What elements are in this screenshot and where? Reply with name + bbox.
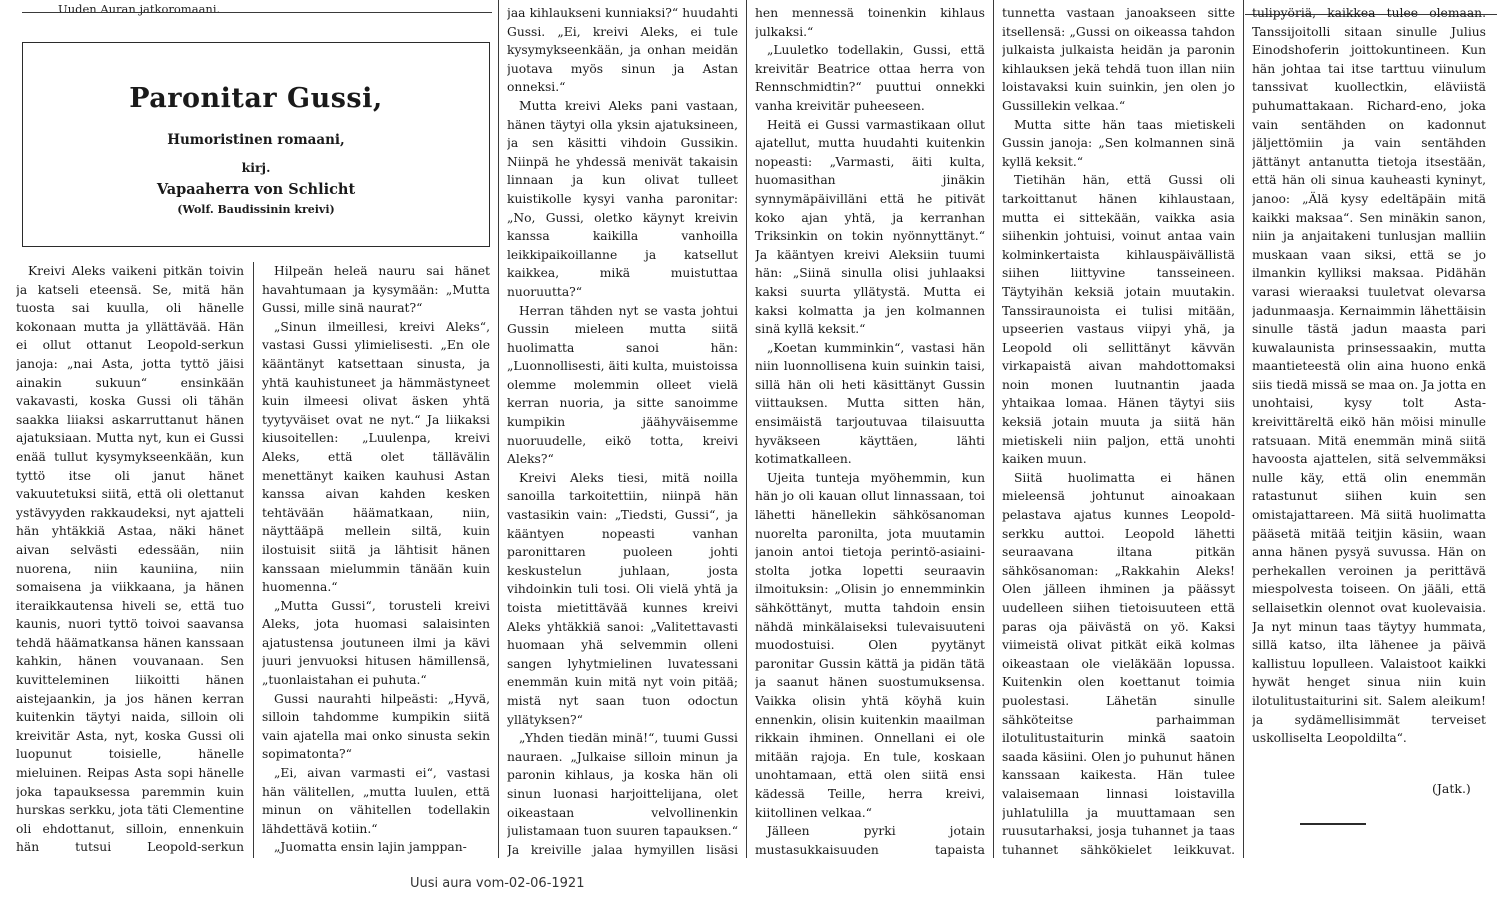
text-column-2 [262,262,490,858]
title-box [22,42,490,247]
header-note: Uuden Auran jatkoromaani. [58,2,221,16]
paragraph: Jälleen pyrki jotain mustasukkaisuuden tapaista [755,824,985,857]
paragraph: Mutta sitte hän taas mietiskeli Gussin janoja: „Sen kolmannen sinä kyllä keksit.“ [1002,117,1235,169]
paragraph: „Juomatta ensin lajin jamppan- [274,840,467,855]
paragraph: Hilpeän heleä nauru sai hänet havahtumaan ja kysymään: „Mutta Gussi, mille sinä naurat?“ [262,264,490,316]
paragraph: Ujeita tunteja myöhemmin, kun hän jo oli kauan ollut linnassaan, toi lähetti hänellekin sähkösanoman nuorelta paronilta, jota muutamin janoin antoi tietoja perintö-asiaini-stolta jotka lopetti seuraavin ilmoituksin: „Olisin jo ennemminkin sähköttänyt, mutta tahdoin ensin nähdä minkälaiseksi tulevaisuuteni muodostuisi. Olen pyytänyt paronitar Gussin kättä ja pidän tätä ja saanut hänen suostumuksensa. Vaikka olisin yhtä köyhä kuin ennenkin, olisin kuitenkin maailman rikkain ihminen. Onnellani ei ole mitään rajoja. En tule, koskaan unohtamaan, että olen siitä ensi kädessä Teille, herra kreivi, kiitollinen velkaa.“ [755,470,985,820]
column-divider-2 [498,0,499,858]
byline-kirj: kirj. [241,160,271,175]
paragraph: „Sinun ilmeillesi, kreivi Aleks“, vastasi Gussi ylimielisesti. „En ole kääntänyt katsettaan sinusta, ja yhtä kauhistuneet ja hämmästyneet kuin ilmeesi olivat äsken yhtä tyytyväiset ovat ne nyt.“ Ja liikaksi kiusoitellen: „Luulenpa, kreivi Aleks, että olet tällävälin menettänyt kaiken kauhusi Astan kanssa aivan kahden kesken tehtävään häämatkaan, niin, näyttääpä mellein siltä, kuin ilostuisit siitä ja lähtisit hänen kanssaan mielummin tänään kuin huomenna.“ [262,319,490,595]
paragraph: „Koetan kumminkin“, vastasi hän niin luonnollisena kuin suinkin taisi, sillä hän oli heti käsittänyt Gussin viittauksen. Mutta sitten hän, ensimäistä tarjoutuvaa tilaisuutta hyväkseen käyttäen, lähti kotimatkalleen. [755,340,985,467]
paragraph: Heitä ei Gussi varmastikaan ollut ajatellut, mutta huudahti kuitenkin nopeasti: „Varmasti, äiti kulta, huomasithan jinäkin synnymäpäivilläni että he pitivät koko ajan yhtä, ja kerranhan Triksinkin on tokin nyönnyttänyt.“ Ja kääntyen kreivi Aleksiin tuumi hän: „Siinä sinulla olisi juhlaaksi kaksi suurta yllätystä. Mutta ei kaksi kolmatta ja jen kolmannen sinä kyllä keksit.“ [755,117,985,337]
paragraph: Kreivi Aleks tiesi, mitä noilla sanoilla tarkoitettiin, niinpä hän vastasikin vain: „Tiedsti, Gussi“, ja kääntyen nopeasti vanhan paronittaren puoleen johti keskustelun juhlaan, josta vihdoinkin tuli tosi. Oli vielä yhtä ja toista mietittävää kunnes kreivi Aleks yhtäkkiä sanoi: „Valitettavasti huomaan yhä selvemmin olleni sangen lyhytmielinen luvatessani enemmän kuin mitä nyt voin pitää; mistä nyt saan tuon odoctun yllätyksen?“ [507,470,738,727]
paragraph: „Luuletko todellakin, Gussi, että kreivitär Beatrice ottaa herra von Rennschmidtin?“ puuttui onnekki vanha kreivitär puheeseen. [755,43,985,113]
image-caption: Uusi aura vom-02-06-1921 [410,876,585,891]
text-column-6 [1252,4,1486,776]
paragraph: Gussi naurahti hilpeästi: „Hyvä, silloin tahdomme kumpikin siitä vain ajatella mai onko sinusta sekin sopimatonta?“ [262,691,490,762]
paragraph: tulipyöriä, kaikkea tulee olemaan. Tanssijoitolli sitaan sinulle Julius Einodshoferin joittokuntineen. Kun hän johtaa tai itse tarttuu viinulum tanssivat kuollectkin, eläviistä puhumattakaan. Richard-eno, joka vain sentähden on kadonnut jäljettömiin ja vain sentähden jättänyt antanutta tietoja itsestään, että hän oli sinua kauheasti kyninyt, janoo: „Älä kysy edeltäpäin mitä kaikki maksaa“. Sen minäkin sanon, niin ja anjaitakeni tunlusjan malliin muskaan vaan siksi, että se jo ilmankin kylliksi maksaa. Pidähän varasi wieraaksi tuuletvat olevarsa jadunmaasja. Kernaimmin lähettäisin sinulle tästä jadun maasta pari kuwalaunista prinsessaakin, mutta maantieteestä olin aina huono enkä siis tiedä missä se maa on. Ja jotta en unohtaisi, kysy tolt Asta-kreivittäreltä eikö hän möisi minulle ratsuaan. Mitä enemmän minä siitä havoosta ajattelen, sitä selvemmäksi nulle käy, että olin enemmän ratastunut siihen kuin sen omistajattareen. Mä siitä huolimatta pääsetä mitää teitjin käsiin, waan anna hänen pysyä suvussa. Hän on perhekallen veroinen ja perittävä miespolvesta toiseen. On jääli, että sellaisetkin olennot ovat kuolevaisia. Ja nyt minun taas täytyy hummata, sillä katso, ilta lähenee ja päivä kallistuu lopulleen. Valaistoot kaikki hywät henget sinua niin kuin ilotulitustaiturini sit. Salem aleikum! ja sydämellisimmät terveiset uskolliselta Leopoldilta“. [1252,6,1486,746]
article-translator: (Wolf. Baudissinin kreivi) [177,203,335,216]
column-divider-3 [746,0,747,858]
article-author: Vapaaherra von Schlicht [156,181,356,198]
paragraph: Kreivi Aleks vaikeni pitkän toivin ja katseli eteensä. Se, mitä hän tuosta sai kuulla, oli hänelle kokonaan mutta ja yllättävää. Hän ei ollut ottanut Leopold-serkun janoja: „nai Asta, jotta tyttö jäisi ainakin sukuun“ ensinkään vakavasti, koska Gussi oli tähän saakka liiaksi askarruttanut hänen ajatuksiaan. Mutta nyt, kun ei Gussi enää tullut kysymykseenkään, kun tyttö itse oli janut hänet vakuutetuksi siitä, että oli olettanut ystävyyden rakkaudeksi, nyt ajatteli hän yhtäkkiä Astaa, näki hänet aivan selvästi edessään, niin nuorena, niin kauniina, niin somaisena ja viikkaana, ja hänen iteraikkautensa hiveli se, että tuo kaunis, nuori tyttö toivoi saavansa tehdä häämatkansa hänen kanssaan kahkin, hänen vouvanaan. Sen kuvitteleminen liikoitti hänen aistejaankin, ja jos hänen kerran kuitenkin täytyi naida, silloin oli kreivitär Asta, nyt, koska Gussi oli luopunut toisielle, hänelle mieluinen. Reipas Asta sopi hänelle joka tapauksessa paremmin kuin hurskas serkku, jota täti Clementine oli ehdottanut, silloin, ennenkuin hän tutsui Leopold-serkun [16,264,244,855]
header-rule [22,12,492,13]
column-divider-4 [993,0,994,858]
text-column-3 [507,4,738,858]
paragraph: Mutta kreivi Aleks pani vastaan, hänen täytyi olla yksin ajatuksineen, ja sen käsitti vihdoin Gussikin. Niinpä he yhdessä menivät takaisin linnaan ja kun olivat tulleet kuistikolle kysyi vanha paronitar: „No, Gussi, oletko käynyt kreivin kanssa kaikilla vanhoilla leikkipaikoillanne ja katsellut kaikkea, mikä muistuttaa nuoruutta?“ [507,98,738,299]
paragraph: hen mennessä toinenkin kihlaus julkaksi.“ [755,6,985,39]
column-divider-5 [1243,0,1244,858]
paragraph: „Ei, aivan varmasti ei“, vastasi hän välitellen, „mutta luulen, että minun on vähitellen todellakin lähdettävä kotiin.“ [262,766,490,836]
article-subtitle: Humoristinen romaani, [167,132,345,148]
paragraph: jaa kihlaukseni kunniaksi?“ huudahti Gussi. „Ei, kreivi Aleks, ei tule kysymykseenkään, ja onhan meidän juotava myös sinun ja Astan onneksi.“ [507,6,738,95]
paragraph: „Yhden tiedän minä!“, tuumi Gussi nauraen. „Julkaise silloin minun ja paronin kihlaus, ja koska hän oli sinun luonasi harjoittelijana, olet oikeastaan velvollinenkin julistamaan tuon suuren tapauksen.“ Ja kreiville jalaa hymyillen lisäsi [507,731,738,857]
paragraph: Tietihän hän, että Gussi oli tarkoittanut hänen kihlaustaan, mutta ei sittekään, vaikka asia siihenkin johtuisi, voinut antaa vain kolminkertaista kihlauspäivällistä siihen liittyvine tansseineen. Täytyihän keksiä jotain muutakin. Tanssiraunoista ei tulisi mitään, upseerien vastaus viipyi yhä, ja Leopold oli sellittänyt kävvän virkapaistä aivan mahdottomaksi noin monen luutnantin jaada yhtaikaa lomaa. Hänen täytyi siis keksiä jotain muuta ja siitä hän mietiskeli niin paljon, että unohti kaiken muun. [1002,173,1235,467]
text-column-1 [16,262,244,858]
text-column-4 [755,4,985,858]
continued-note: (Jatk.) [1432,781,1471,796]
column-divider-1 [253,262,254,858]
end-rule [1300,823,1366,825]
article-title: Paronitar Gussi, [129,83,383,114]
paragraph: Siitä huolimatta ei hänen mieleensä johtunut ainoakaan pelastava ajatus kunnes Leopold-serkku auttoi. Leopold lähetti seuraavana iltana pitkän sähkösanoman: „Rakkahin Aleks! Olen jälleen ihminen ja päässyt uudelleen siihen tietoisuuteen että paras oja päivästä on yö. Kaksi viimeistä olivat pitkät eikä kolmas oikeastaan ole vieläkään lopussa. Kuitenkin olen koettanut toimia puolestasi. Lähetän sinulle sähköteitse parhaimman ilotulitustaiturin minkä saatoin saada käsiini. Olen jo puhunut hänen kanssaan kaikesta. Hän tulee valaisemaan linnasi loistavilla juhlatulilla ja muuttamaan sen ruusutarhaksi, josja tuhannet ja taas tuhannet sähkökielet leikkuvat. [1002,470,1235,857]
text-column-5 [1002,4,1235,858]
paragraph: tunnetta vastaan janoakseen sitte itsellensä: „Gussi on oikeassa tahdon julkaista julkaista heidän ja paronin kihlauksen jekä tehdä tuon illan niin loistavaksi kuin suinkin, jen olen jo Gussillekin velkaa.“ [1002,6,1235,113]
paragraph: „Mutta Gussi“, torusteli kreivi Aleks, jota huomasi salaisinten ajatustensa joutuneen ilmi ja kävi juuri jenvuoksi hitusen hämillensä, „tuonlaistahan ei puhuta.“ [262,598,490,688]
paragraph: Herran tähden nyt se vasta johtui Gussin mieleen mutta siitä huolimatta sanoi hän: „Luonnollisesti, äiti kulta, muistoissa olemme molemmin olleet vielä kerran nuoria, ja sitte sanoimme kumpikin jäähyväisemme nuoruudelle, eikö totta, kreivi Aleks?“ [507,303,738,467]
